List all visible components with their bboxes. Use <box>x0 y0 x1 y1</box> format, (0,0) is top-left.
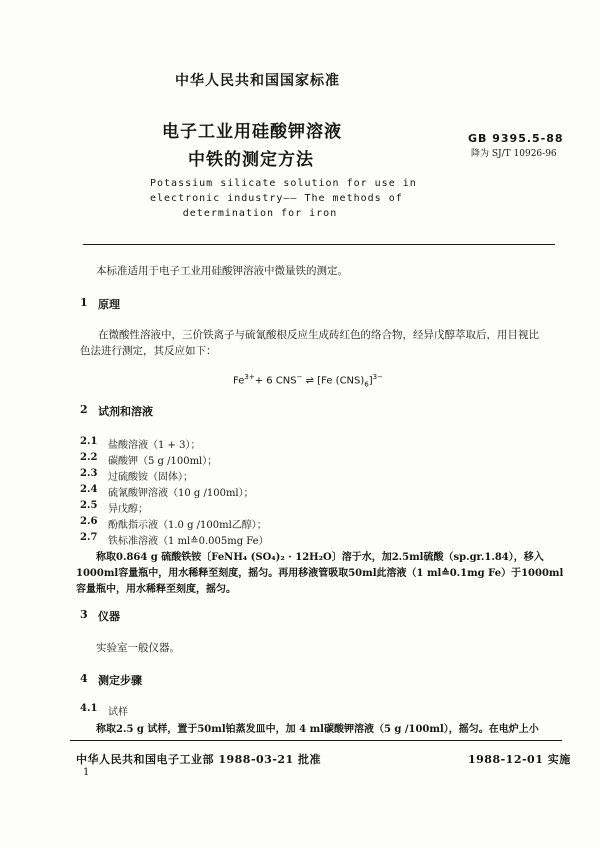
standard-code: GB 9395.5-88 <box>468 132 564 145</box>
item-2-2-text: 碳酸钾（5 g /100ml）； <box>108 456 218 467</box>
prep-line-1: 称取0.864 g 硫酸铁铵〔FeNH₄ (SO₄)₂ · 12H₂O〕溶于水，加2.5ml硫酸（sp.gr.1.84），移入 <box>96 552 544 563</box>
intro-text: 本标准适用于电子工业用硅酸钾溶液中微量铁的测定。 <box>96 265 348 277</box>
title-en-line-2: electronic industry—— The methods of <box>150 193 403 204</box>
formula-complex-charge: 3− <box>372 373 383 381</box>
item-2-3-text: 过硫酸铵（固体）； <box>108 472 193 483</box>
item-2-1-text: 盐酸溶液（1 + 3）； <box>108 440 201 451</box>
implementation-date: 1988-12-01 实施 <box>468 753 571 766</box>
replaced-by-note: 降为 SJ/T 10926-96 <box>471 149 557 159</box>
item-2-5-number: 2.5 <box>80 500 98 511</box>
item-2-4-text: 硫氰酸钾溶液（10 g /100ml）； <box>108 488 254 499</box>
item-2-6-text: 酚酞指示液（1.0 g /100ml乙醇）； <box>108 520 267 531</box>
title-cn-line-1: 电子工业用硅酸钾溶液 <box>162 122 342 142</box>
section-3-text: 实验室一般仪器。 <box>96 642 180 654</box>
formula-fe: Fe <box>233 375 245 387</box>
item-2-2-number: 2.2 <box>80 452 98 463</box>
item-2-6-number: 2.6 <box>80 516 98 527</box>
prep-line-2: 1000ml容量瓶中，用水稀释至刻度，摇匀。再用移液管吸取50ml此溶液（1 ml≙0.1mg Fe）于1000ml <box>76 568 564 579</box>
section-1-number: 1 <box>80 296 88 309</box>
title-en-line-1: Potassium silicate solution for use in <box>150 178 417 189</box>
section-1-title: 原理 <box>98 298 120 311</box>
country-standard-heading: 中华人民共和国国家标准 <box>175 73 340 89</box>
formula-cns: + 6 CNS <box>254 375 297 387</box>
formula-arrow: ⇌ <box>302 375 318 387</box>
top-divider <box>83 244 555 245</box>
bottom-divider <box>70 740 562 741</box>
formula-complex-end: ] <box>368 375 373 387</box>
formula-cns-charge: − <box>296 373 303 381</box>
reaction-formula <box>233 373 383 388</box>
title-cn-line-2: 中铁的测定方法 <box>188 150 314 170</box>
section-2-title: 试剂和溶液 <box>98 405 153 418</box>
section-4-title: 测定步骤 <box>98 674 142 687</box>
title-en-line-3: determination for iron <box>182 208 338 219</box>
item-2-5-text: 异戊醇； <box>108 504 148 515</box>
item-2-7-number: 2.7 <box>80 532 98 543</box>
section-2-number: 2 <box>80 403 88 416</box>
section-1-line-2: 色法进行测定，其反应如下： <box>80 345 217 357</box>
section-4-1-text: 称取2.5 g 试样，置于50ml铂蒸发皿中，加 4 ml碳酸钾溶液（5 g /100ml），摇匀。在电炉上小 <box>96 724 539 735</box>
section-3-number: 3 <box>80 608 88 621</box>
prep-line-3: 容量瓶中，用水稀释至刻度，摇匀。 <box>76 584 236 595</box>
formula-complex: [Fe (CNS) <box>317 375 365 387</box>
section-4-number: 4 <box>80 672 88 685</box>
section-4-1-number: 4.1 <box>80 703 98 714</box>
item-2-4-number: 2.4 <box>80 484 98 495</box>
item-2-1-number: 2.1 <box>80 436 98 447</box>
section-1-line-1: 在微酸性溶液中，三价铁离子与硫氰酸根反应生成砖红色的络合物，经异戊醇萃取后，用目视比 <box>98 329 539 341</box>
title-english <box>150 176 417 221</box>
item-2-3-number: 2.3 <box>80 468 98 479</box>
formula-fe-charge: 3+ <box>244 373 255 381</box>
approval-line: 中华人民共和国电子工业部 1988-03-21 批准 <box>76 753 322 766</box>
section-3-title: 仪器 <box>98 610 120 623</box>
section-4-1-title: 试样 <box>108 707 128 718</box>
formula-subscript: 6 <box>364 380 369 389</box>
page-number: 1 <box>83 767 90 778</box>
item-2-7-text: 铁标准溶液（1 ml≙0.005mg Fe） <box>108 536 269 547</box>
